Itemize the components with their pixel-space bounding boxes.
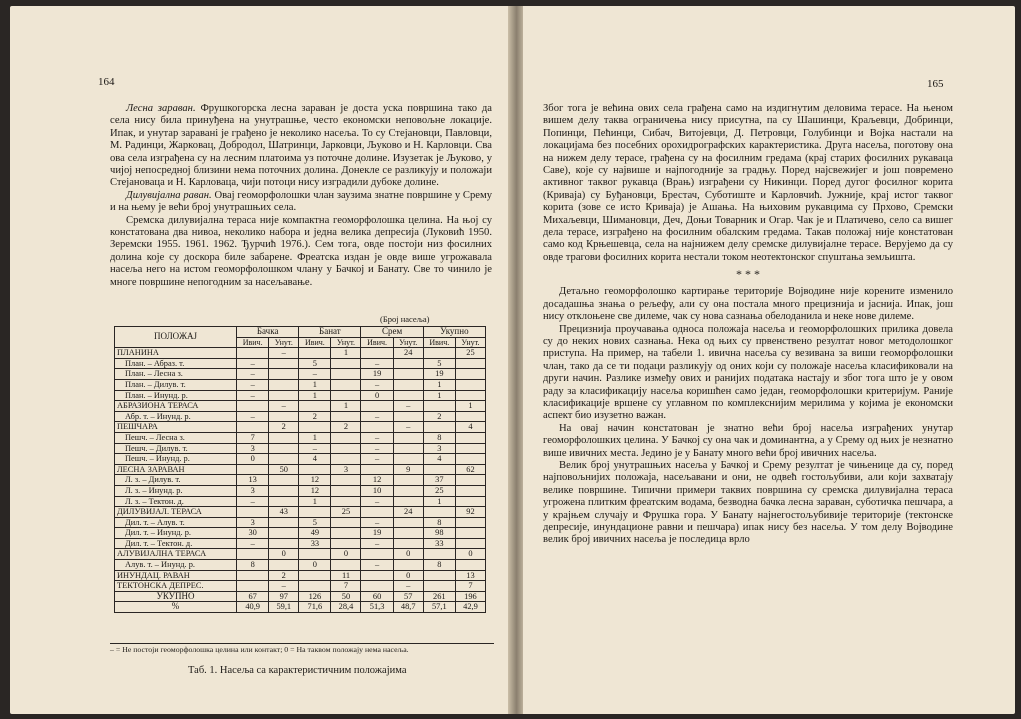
table-subheader-cell: Унут. [331, 337, 361, 348]
table-cell: 2 [269, 570, 299, 581]
table-cell: 19 [361, 369, 393, 380]
table-cell [299, 348, 331, 359]
table-cell [331, 432, 361, 443]
settlements-table [114, 326, 486, 613]
table-cell [299, 464, 331, 475]
table-subheader-cell: Ивич. [299, 337, 331, 348]
table-cell [269, 485, 299, 496]
table-cell [361, 464, 393, 475]
paragraph-lead: Дилувијална раван. [126, 189, 212, 201]
table-percent-row [115, 602, 486, 613]
table-row [115, 432, 486, 443]
table-cell [299, 507, 331, 518]
table-cell [269, 517, 299, 528]
table-cell: ПЕШЧАРА [115, 422, 237, 433]
paragraph-text: Фрушкогорска лесна зараван је доста уска површина тако да села нису била принуђена на унутрашње, често економски неповољне локације. Ипак, и унутар зараванi је грађено је неколико насеља. То су Стејановци, Павловци, М. Радинци, Жарковац, Добродол, Шатринци, Јарковци, Љуково и Н. Карловци. Сва ова села изграђена су на лесним платоима уз поточне долине. Изузетак је Љуково, у чијој непосредној близини нема поточних долина. Донекле се разликују и положаји Стејановаца и Н. Карловаца, чији потоци нису изградили дубоке долине. [110, 103, 492, 189]
table-cell: 40,9 [237, 602, 269, 613]
table-cell: 1 [299, 379, 331, 390]
table-cell [455, 496, 485, 507]
table-cell: 71,6 [299, 602, 331, 613]
table-unit-note: (Број насеља) [380, 314, 430, 324]
table-cell: 8 [423, 560, 455, 571]
table-cell [393, 560, 423, 571]
table-cell [331, 411, 361, 422]
paragraph-lead: Лесна зараван. [126, 103, 196, 114]
table-cell: 7 [237, 432, 269, 443]
table-cell: 1 [299, 390, 331, 401]
table-cell [237, 422, 269, 433]
table-header-cell: Банат [299, 327, 361, 338]
table-cell: – [361, 496, 393, 507]
table-cell: 3 [237, 517, 269, 528]
table-cell [455, 390, 485, 401]
table-total-row [115, 591, 486, 602]
table-cell: 25 [331, 507, 361, 518]
table-cell: 19 [423, 369, 455, 380]
table-cell: ТЕКТОНСКА ДЕПРЕС. [115, 581, 237, 592]
table-cell: – [237, 390, 269, 401]
section-separator: * * * [736, 267, 760, 282]
table-cell: 4 [299, 454, 331, 465]
table-cell: 0 [331, 549, 361, 560]
table-cell [269, 358, 299, 369]
table-subheader-cell: Унут. [269, 337, 299, 348]
table-cell: 11 [331, 570, 361, 581]
table-cell: Пешч. – Инунд. р. [115, 454, 237, 465]
table-cell: 3 [331, 464, 361, 475]
table-cell [455, 475, 485, 486]
table-cell: – [361, 411, 393, 422]
table-cell: 4 [423, 454, 455, 465]
paragraph-text: Овај геоморфолошки члан заузима знатне површине у Срему и на њему је већи број унутрашњих села. [110, 189, 493, 214]
table-cell: Пешч. – Лесна з. [115, 432, 237, 443]
table-header-cell: Срем [361, 327, 423, 338]
table-cell [269, 454, 299, 465]
table-cell [269, 432, 299, 443]
table-cell: План. – Инунд. р. [115, 390, 237, 401]
table-cell [361, 581, 393, 592]
table-cell [331, 517, 361, 528]
table-cell: ЛЕСНА ЗАРАВАН [115, 464, 237, 475]
table-cell: 0 [393, 570, 423, 581]
paragraph-text: Прецизнија проучавања односа положаја насеља и геоморфолошких прилика довела су до неких нових сазнања. Нека од њих су првенствено резултат новог методолошког приступа. На пример, на табели 1. ивична насеља су везивана за виши геоморфолошки члан, тако да се ти подаци разликују од оних који су положаје насеља класификовали на други начин. Разлике између ових и ранијих података настају и због тога што је у овом раду за класификацију насеља коришћен само један, геоморфолошки критеријум. Раније класификације вршене су углавном по комплекснијим мерилима у којима је економски аспект био изузетно важан. [543, 323, 953, 422]
table-cell: Л. з. – Инунд. р. [115, 485, 237, 496]
paragraph-diluvijalna-ravan [110, 190, 492, 215]
table-cell: 7 [331, 581, 361, 592]
table-cell [299, 581, 331, 592]
table-cell: – [361, 538, 393, 549]
table-cell: План. – Лесна з. [115, 369, 237, 380]
table-cell: – [393, 401, 423, 412]
table-cell [269, 528, 299, 539]
table-cell: 8 [423, 517, 455, 528]
table-cell: 60 [361, 591, 393, 602]
table-row [115, 358, 486, 369]
table-cell [423, 348, 455, 359]
table-cell: 13 [455, 570, 485, 581]
table-cell [331, 358, 361, 369]
table-cell: 24 [393, 507, 423, 518]
table-cell: – [299, 369, 331, 380]
table-cell [237, 570, 269, 581]
table-caption: Таб. 1. Насеља са карактеристичним положајима [188, 665, 407, 676]
table-cell: ИНУНДАЦ. РАВАН [115, 570, 237, 581]
table-cell [455, 443, 485, 454]
table-cell [455, 432, 485, 443]
table-cell [361, 549, 393, 560]
table-cell: 196 [455, 591, 485, 602]
table-cell [269, 443, 299, 454]
table-row [115, 369, 486, 380]
table-cell [361, 348, 393, 359]
table-cell: – [269, 348, 299, 359]
table-cell [237, 401, 269, 412]
table-cell [331, 528, 361, 539]
table-cell: 97 [269, 591, 299, 602]
table-cell: 12 [299, 485, 331, 496]
table-cell: 37 [423, 475, 455, 486]
table-cell: 126 [299, 591, 331, 602]
table-cell: – [393, 581, 423, 592]
table-cell: Дил. т. – Инунд. р. [115, 528, 237, 539]
table-group-row [115, 348, 486, 359]
table-cell: – [361, 358, 393, 369]
table-row [115, 379, 486, 390]
table-subheader-cell: Ивич. [361, 337, 393, 348]
table-cell: 24 [393, 348, 423, 359]
table-cell [269, 560, 299, 571]
table-row [115, 517, 486, 528]
table-cell [393, 379, 423, 390]
table-cell [455, 485, 485, 496]
table-cell [237, 549, 269, 560]
table-cell: – [361, 379, 393, 390]
table-cell: 42,9 [455, 602, 485, 613]
table-cell [299, 422, 331, 433]
table-row [115, 581, 486, 592]
table-cell: 33 [423, 538, 455, 549]
table-cell [237, 464, 269, 475]
paragraph-text: На овај начин констатован је знатно већи број насеља изграђених унутар геоморфолошких целина. У Бачкој су она чак и доминантна, а у Срему од њих је незнатно више ивичних места. Једино је у Банату много већи број ивичних насеља. [543, 422, 953, 459]
table-row [115, 485, 486, 496]
table-cell: – [361, 454, 393, 465]
table-cell: – [237, 379, 269, 390]
table-cell: 2 [299, 411, 331, 422]
table-cell: ДИЛУВИЈАЛ. ТЕРАСА [115, 507, 237, 518]
table-cell: 28,4 [331, 602, 361, 613]
table-header-cell: Укупно [423, 327, 485, 338]
table-row [115, 570, 486, 581]
table-cell [361, 401, 393, 412]
table-cell [393, 475, 423, 486]
table-cell: 5 [423, 358, 455, 369]
table-cell [299, 401, 331, 412]
table-group-row [115, 549, 486, 560]
table-cell [393, 517, 423, 528]
paragraph-text: Због тога је већина ових села грађена само на издигнутим деловима терасе. На њеном вишем делу таква ограничења нису присутна, па су Шашинци, Краљевци, Добринци, Попинци, Пећинци, Сибач, Витојевци, Д. Петровци, Голубинци и Војка настали на локацијама без посебних орохидрографских карактеристика. Друга насеља, поготову она на нижем делу терасе, грађена су на фосилним гредама (крај старих фосилних рукаваца Саве), које су највише и најпогодније за градњу. Поред најсвежијег и још повремено активног таквог рукавца (Врањ) изграђени су Никинци. Поред дугог фосилног корита (Кривајa) су Буђановци, Брестач, Суботиште и Карловчић. Јужније, крај истог таквог корита (зове се исто Кривајa) је Ашања. На њиховим рукавцима су Прхово, Сремски Михаљевци, Шимановци, Деч, Доњи Товарник и Огар. Чак је и Платичево, село са вишег дела терасе, изграђено на фосилним обалским гредама. Такав положај није констатован само код Крњешевца, села на најнижем делу сремске дилувијалне терасе. Верујемо да су овде трагови фосилних корита нестали током неотектонског спуштања земљишта. [543, 103, 953, 263]
table-cell [423, 401, 455, 412]
table-cell: – [361, 517, 393, 528]
table-cell: 50 [269, 464, 299, 475]
table-group-row [115, 422, 486, 433]
right-body-text [543, 103, 953, 547]
table-cell: – [361, 443, 393, 454]
table-cell: – [237, 369, 269, 380]
table-cell: % [115, 602, 237, 613]
table-row [115, 475, 486, 486]
table-cell [423, 464, 455, 475]
table-row [115, 538, 486, 549]
table-cell [331, 560, 361, 571]
table-cell: 1 [423, 496, 455, 507]
table-cell: – [237, 358, 269, 369]
paragraph-lesna-zaravan [110, 103, 492, 190]
table-group-row [115, 401, 486, 412]
table-cell: 51,3 [361, 602, 393, 613]
table-cell: 5 [299, 358, 331, 369]
paragraph-text: Детаљно геоморфолошко картирање територије Војводине није корените изменило досадашња знања о рељефу, али су она постала много прецизнија и јаснија. Ипак, још нису отклоњене све дилеме, чак су нова сазнања обелоданила и неке нове дилеме. [543, 286, 953, 323]
table-group-row [115, 507, 486, 518]
table-cell [393, 411, 423, 422]
table-cell: Абр. т. – Инунд. р. [115, 411, 237, 422]
table-cell: 3 [237, 443, 269, 454]
table-cell: План. – Абраз. т. [115, 358, 237, 369]
table-body [115, 348, 486, 613]
table-cell: 2 [269, 422, 299, 433]
table-cell [269, 411, 299, 422]
table-cell [455, 379, 485, 390]
table-cell: 67 [237, 591, 269, 602]
table-cell: 59,1 [269, 602, 299, 613]
table-cell [361, 570, 393, 581]
table-row [115, 411, 486, 422]
table-cell [393, 369, 423, 380]
table-cell: 19 [361, 528, 393, 539]
paragraph-sremska-terasa [110, 215, 492, 289]
table-cell [455, 560, 485, 571]
table-cell [423, 581, 455, 592]
table-cell: 3 [423, 443, 455, 454]
table-cell: 8 [237, 560, 269, 571]
table-cell [393, 496, 423, 507]
table-subheader-cell: Унут. [455, 337, 485, 348]
table-cell [455, 538, 485, 549]
table-cell: 1 [455, 401, 485, 412]
table-row [115, 443, 486, 454]
table-cell: 98 [423, 528, 455, 539]
table-cell: – [361, 560, 393, 571]
table-subheader-cell: Ивич. [237, 337, 269, 348]
table-cell: 43 [269, 507, 299, 518]
page-number-right: 165 [927, 78, 944, 90]
paragraph-text: Сремска дилувијална тераса није компактна геоморфолошка целина. На њој су констатована два нивоа, неколико набора и једна велика депресија (Луковић 1950. Зеремски 1955. 1961. 1962. Ђурчић 1976.). Сем тога, овде постоји низ фосилних долина које су доскора биле забарене. Фреатска издан је овде више угрожавала насеља него на истом геоморфолошком члану у Бачкој и Банату. Све то чинило је многе површине непогодним за насељавање. [110, 214, 492, 288]
left-page [10, 6, 510, 714]
table-cell [269, 496, 299, 507]
table-cell: 1 [331, 348, 361, 359]
table-cell: 92 [455, 507, 485, 518]
table-cell: 1 [299, 432, 331, 443]
table-cell: 9 [393, 464, 423, 475]
table-header-row [115, 327, 486, 338]
table-subheader-cell: Ивич. [423, 337, 455, 348]
table-cell: – [393, 422, 423, 433]
table-cell: Л. з. – Тектон. д. [115, 496, 237, 507]
table-cell [237, 348, 269, 359]
table-cell: Пешч. – Дилув. т. [115, 443, 237, 454]
table-cell [269, 390, 299, 401]
table-cell: 3 [237, 485, 269, 496]
table-cell: 1 [423, 390, 455, 401]
table-cell: Л. з. – Дилув. т. [115, 475, 237, 486]
table-cell: – [299, 443, 331, 454]
table-cell: 57 [393, 591, 423, 602]
table-cell: 0 [237, 454, 269, 465]
table-cell [331, 496, 361, 507]
table-cell [455, 369, 485, 380]
table-cell: – [237, 538, 269, 549]
table-cell: 49 [299, 528, 331, 539]
table-row [115, 528, 486, 539]
table-cell [455, 358, 485, 369]
table-cell: – [361, 432, 393, 443]
table-cell [455, 411, 485, 422]
left-body-text [110, 103, 492, 289]
table-cell [237, 507, 269, 518]
table-cell [423, 422, 455, 433]
table-cell [331, 369, 361, 380]
table-footnote: – = Не постоји геоморфолошка целина или контакт; 0 = На таквом положају нема насеља. [110, 643, 494, 654]
table-cell [361, 507, 393, 518]
paragraph-text: Велик број унутрашњих насеља у Бачкој и Срему резултат је чињенице да су, поред најповољнијих положаја, насељавани и они, не одвећ гостољубиви, али који захватају велике површине. Типични примери таквих површина су сремска дилувијална тераса угрожена плитким фреатским водама, безводна бачка лесна зараван, суботичка пешчара, а у крајњем случају и Фрушка гора. У Банату најнегостољубивије територије (тектонске депресије, инундационе равни и пешчара) ипак нису без насеља. У том делу Војводине велик број ивичних насеља је последица врло [543, 459, 953, 546]
table-header-cell: ПОЛОЖАЈ [115, 327, 237, 348]
table-cell: – [269, 401, 299, 412]
table-subheader-cell: Унут. [393, 337, 423, 348]
table-cell: Дил. т. – Тектон. д. [115, 538, 237, 549]
table-cell: – [269, 581, 299, 592]
table-cell: Дил. т. – Алув. т. [115, 517, 237, 528]
table-cell [331, 538, 361, 549]
right-page [523, 6, 1015, 714]
table-cell [269, 475, 299, 486]
table-cell: УКУПНО [115, 591, 237, 602]
table-cell: 2 [423, 411, 455, 422]
table-cell: 0 [361, 390, 393, 401]
table-cell: Алув. т. – Инунд. р. [115, 560, 237, 571]
table-cell: 7 [455, 581, 485, 592]
table-cell [455, 517, 485, 528]
table-cell: – [237, 496, 269, 507]
table-cell [269, 538, 299, 549]
table-cell [299, 549, 331, 560]
table-cell [331, 390, 361, 401]
table-row [115, 496, 486, 507]
table-cell: 62 [455, 464, 485, 475]
table-cell [393, 443, 423, 454]
table-cell [393, 485, 423, 496]
table-cell: ПЛАНИНА [115, 348, 237, 359]
table-group-row [115, 464, 486, 475]
table-cell [393, 538, 423, 549]
table-cell [393, 528, 423, 539]
table-cell [393, 390, 423, 401]
table-cell: 10 [361, 485, 393, 496]
table-cell: 4 [455, 422, 485, 433]
table-cell: 57,1 [423, 602, 455, 613]
table-row [115, 390, 486, 401]
table-cell [299, 570, 331, 581]
table-cell: 1 [331, 401, 361, 412]
table-cell: 50 [331, 591, 361, 602]
table-cell: 0 [269, 549, 299, 560]
table-cell [269, 369, 299, 380]
table-cell [393, 432, 423, 443]
table-cell [423, 507, 455, 518]
table-cell: 0 [455, 549, 485, 560]
table-cell: 1 [423, 379, 455, 390]
table-cell [331, 443, 361, 454]
table-row [115, 454, 486, 465]
table-cell [423, 570, 455, 581]
table-cell [331, 475, 361, 486]
table-cell [393, 358, 423, 369]
table-cell: 33 [299, 538, 331, 549]
table-header-cell: Бачка [237, 327, 299, 338]
table-cell [237, 581, 269, 592]
table-cell: 2 [331, 422, 361, 433]
table-cell [269, 379, 299, 390]
table-cell [331, 379, 361, 390]
table-cell [361, 422, 393, 433]
table-cell: 12 [361, 475, 393, 486]
table-cell [423, 549, 455, 560]
table-cell: 261 [423, 591, 455, 602]
table-cell: 0 [393, 549, 423, 560]
table-cell [393, 454, 423, 465]
table-cell: 13 [237, 475, 269, 486]
table-cell: 8 [423, 432, 455, 443]
table-cell: 48,7 [393, 602, 423, 613]
table-cell: 30 [237, 528, 269, 539]
table-cell: АЛУВИЈАЛНА ТЕРАСА [115, 549, 237, 560]
page-number-left: 164 [98, 76, 115, 88]
table-cell: 0 [299, 560, 331, 571]
table-cell [455, 528, 485, 539]
table-cell: АБРАЗИОНА ТЕРАСА [115, 401, 237, 412]
table-cell [455, 454, 485, 465]
table-cell: 12 [299, 475, 331, 486]
table-cell: 25 [455, 348, 485, 359]
table-cell: 25 [423, 485, 455, 496]
table-row [115, 560, 486, 571]
table-cell: – [237, 411, 269, 422]
table-cell [331, 485, 361, 496]
table-cell [331, 454, 361, 465]
table-cell: План. – Дилув. т. [115, 379, 237, 390]
table-cell: 1 [299, 496, 331, 507]
table-cell: 5 [299, 517, 331, 528]
